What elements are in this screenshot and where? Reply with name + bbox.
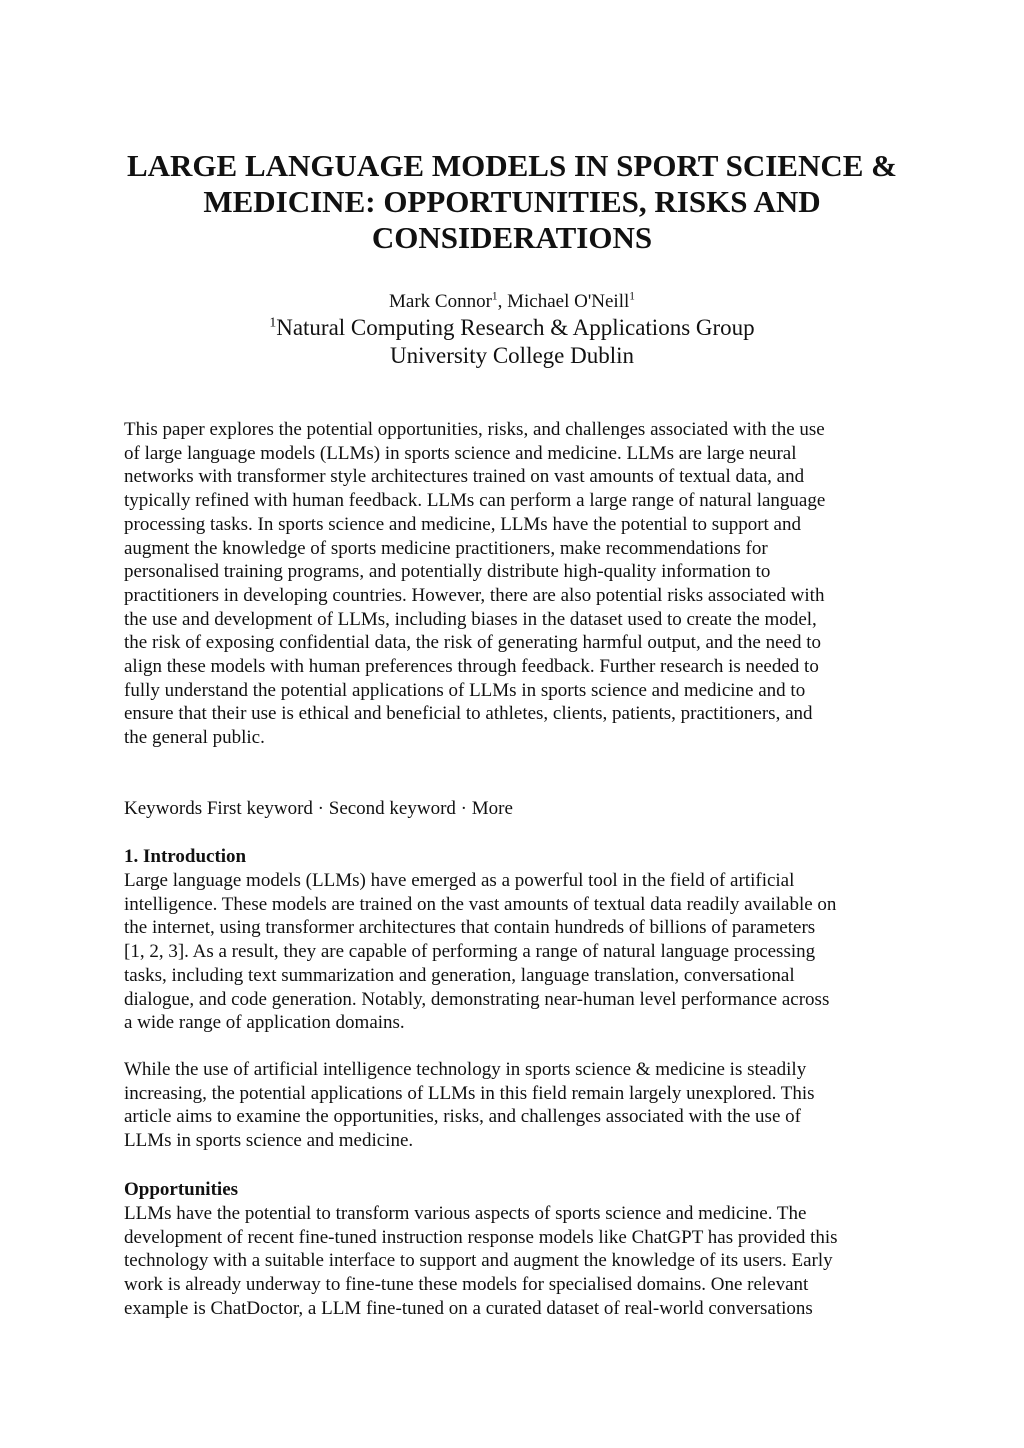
abstract-line: This paper explores the potential opportunities, risks, and challenges associated with the use xyxy=(124,419,825,440)
keywords: Keywords First keyword · Second keyword · More xyxy=(124,798,513,819)
abstract-line: typically refined with human feedback. LLMs can perform a large range of natural language xyxy=(124,490,826,512)
paragraph-line: article aims to examine the opportunities, risks, and challenges associated with the use of xyxy=(124,1106,801,1128)
paragraph-line: work is already underway to fine-tune these models for specialised domains. One relevant xyxy=(124,1274,809,1296)
paragraph-line: a wide range of application domains. xyxy=(124,1012,405,1034)
paragraph-line: technology with a suitable interface to support and augment the knowledge of its users. Early xyxy=(124,1250,833,1272)
affiliation-institution: University College Dublin xyxy=(389,343,635,368)
abstract-line: ensure that their use is ethical and beneficial to athletes, clients, patients, practitioners, and xyxy=(124,703,813,725)
paragraph-line: increasing, the potential applications of LLMs in this field remain largely unexplored. This xyxy=(124,1082,815,1104)
title-line: LARGE LANGUAGE MODELS IN SPORT SCIENCE & xyxy=(126,148,898,183)
affiliation-mark: 1 xyxy=(269,314,277,330)
abstract-line: fully understand the potential applications of LLMs in sports science and medicine and to xyxy=(124,679,806,701)
paragraph-line: LLMs in sports science and medicine. xyxy=(124,1130,414,1152)
paragraph-line: While the use of artificial intelligence technology in sports science & medicine is steadily xyxy=(124,1059,807,1080)
abstract-line: the general public. xyxy=(124,727,265,749)
section-heading-opportunities: Opportunities xyxy=(124,1179,239,1200)
paragraph-line: dialogue, and code generation. Notably, demonstrating near-human level performance across xyxy=(124,988,830,1010)
abstract xyxy=(124,418,914,750)
opportunities-paragraph xyxy=(124,1202,914,1321)
paragraph-line: example is ChatDoctor, a LLM fine-tuned on a curated dataset of real-world conversations xyxy=(124,1297,813,1319)
paragraph-line: Large language models (LLMs) have emerged as a powerful tool in the field of artificial xyxy=(124,870,795,891)
abstract-line: of large language models (LLMs) in sports science and medicine. LLMs are large neural xyxy=(124,442,797,464)
abstract-line: align these models with human preferences through feedback. Further research is needed to xyxy=(124,656,819,678)
author-separator: , xyxy=(497,291,508,312)
affiliation-group xyxy=(100,314,924,341)
abstract-line: augment the knowledge of sports medicine practitioners, make recommendations for xyxy=(124,537,768,559)
paragraph-line: the internet, using transformer architectures that contain hundreds of billions of parameters xyxy=(124,917,816,939)
abstract-line: processing tasks. In sports science and medicine, LLMs have the potential to support and xyxy=(124,513,801,535)
paragraph-line: development of recent fine-tuned instruction response models like ChatGPT has provided this xyxy=(124,1226,838,1248)
abstract-line: networks with transformer style architectures trained on vast amounts of textual data, and xyxy=(124,466,805,488)
paragraph-line: [1, 2, 3]. As a result, they are capable of performing a range of natural language processing xyxy=(124,941,816,963)
author-name: Mark Connor xyxy=(389,291,492,312)
author-list xyxy=(100,290,924,314)
paragraph-line: intelligence. These models are trained on the vast amounts of textual data readily available on xyxy=(124,893,837,915)
author-name: Michael O'Neill xyxy=(507,291,630,312)
abstract-line: the risk of exposing confidential data, the risk of generating harmful output, and the need to xyxy=(124,632,821,654)
introduction-paragraph xyxy=(124,1058,914,1153)
paper-title xyxy=(100,148,924,256)
author-affiliation-mark: 1 xyxy=(629,290,635,303)
abstract-line: practitioners in developing countries. However, there are also potential risks associated with xyxy=(124,584,825,606)
title-line: MEDICINE: OPPORTUNITIES, RISKS AND xyxy=(203,184,821,219)
abstract-line: personalised training programs, and potentially distribute high-quality information to xyxy=(124,561,771,583)
paragraph-line: LLMs have the potential to transform various aspects of sports science and medicine. The xyxy=(124,1203,807,1224)
title-line: CONSIDERATIONS xyxy=(371,220,653,255)
paragraph-line: tasks, including text summarization and generation, language translation, conversational xyxy=(124,964,795,986)
author-affiliation-mark: 1 xyxy=(491,290,498,303)
introduction-paragraph xyxy=(124,869,914,1035)
abstract-line: the use and development of LLMs, including biases in the dataset used to create the model, xyxy=(124,608,817,630)
affiliation-group-name: Natural Computing Research & Applications Group xyxy=(276,315,755,340)
section-heading-introduction: 1. Introduction xyxy=(124,846,247,867)
